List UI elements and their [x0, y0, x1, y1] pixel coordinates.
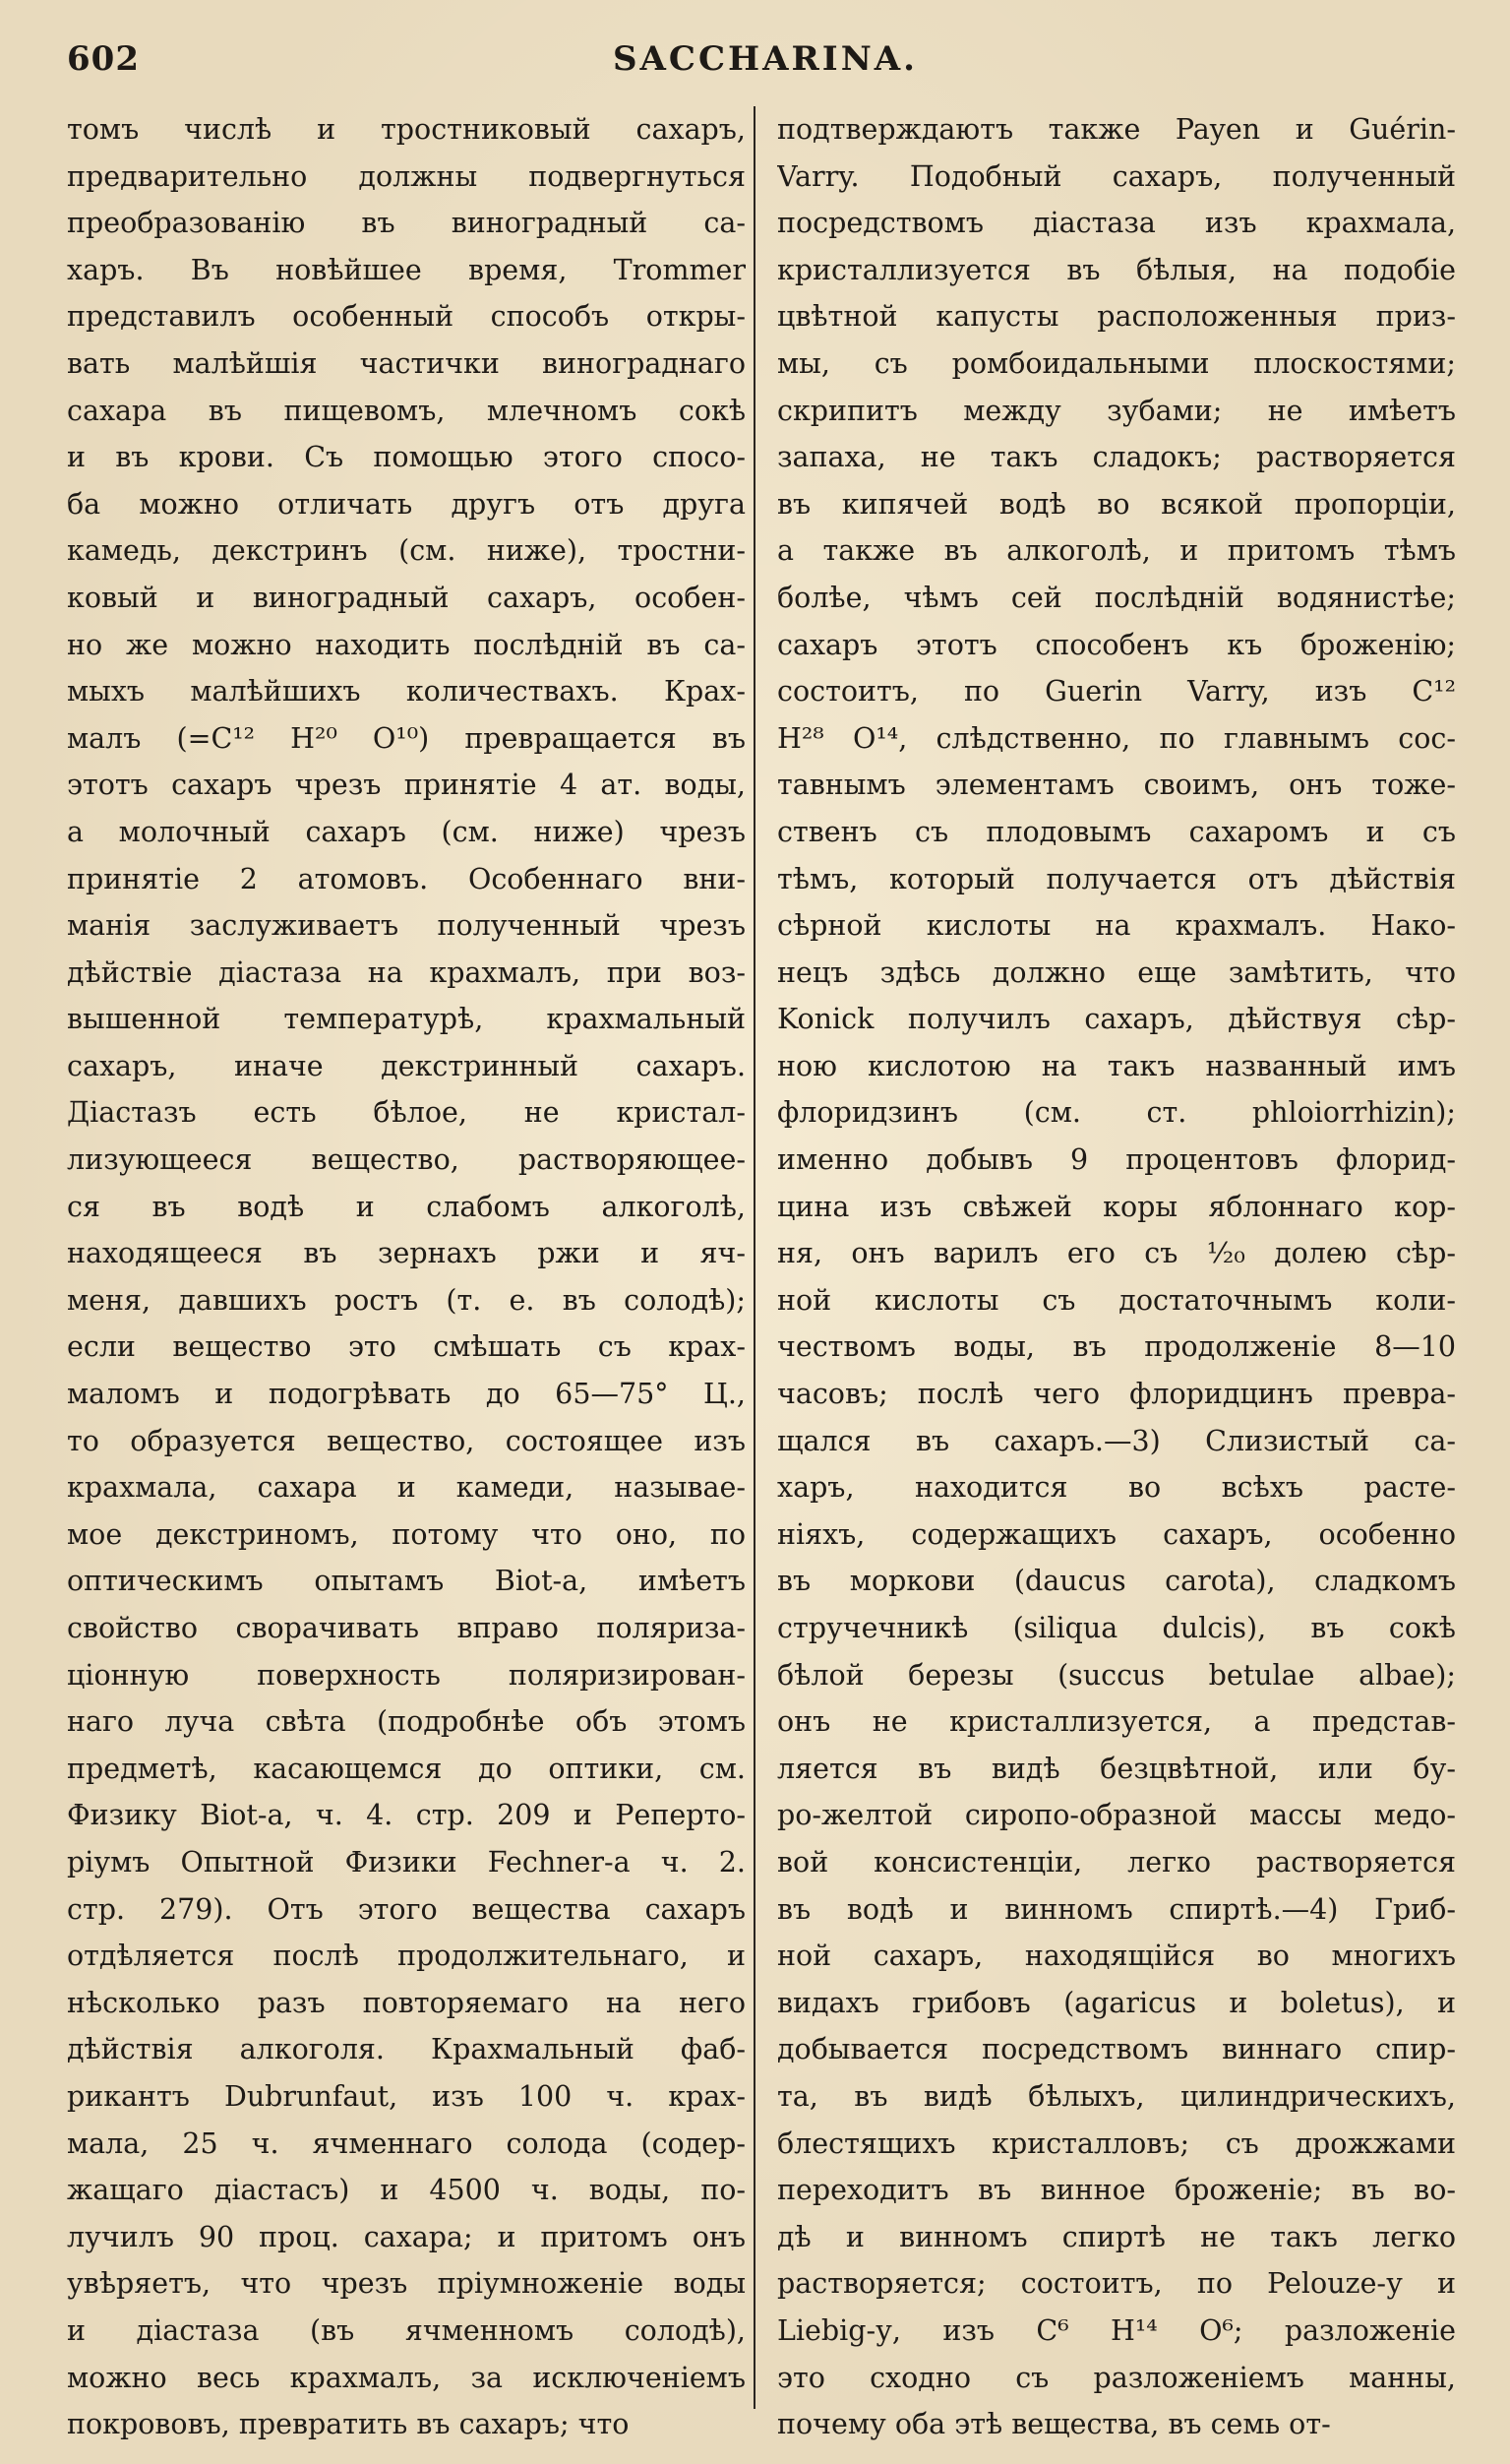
text-line: въ моркови (daucus carota), сладкомъ: [777, 1565, 1456, 1598]
text-line: бѣлой березы (succus betulae albae);: [777, 1658, 1456, 1692]
text-line: ственъ съ плодовымъ сахаромъ и съ: [777, 815, 1456, 848]
text-line: скрипитъ между зубами; не имѣетъ: [777, 394, 1456, 427]
text-line: меня, давшихъ ростъ (т. е. въ солодѣ);: [67, 1283, 746, 1317]
text-line: ня, онъ варилъ его съ ¹⁄₂₀ долею сѣр-: [777, 1237, 1456, 1270]
text-line: увѣряетъ, что чрезъ пріумноженіе воды: [67, 2267, 746, 2301]
text-line: харъ. Въ новѣйшее время, Trommer: [67, 253, 746, 286]
text-line: ной кислоты съ достаточнымъ коли-: [777, 1283, 1456, 1317]
text-line: болѣе, чѣмъ сей послѣдній водянистѣе;: [777, 581, 1456, 614]
text-line: а также въ алкоголѣ, и притомъ тѣмъ: [777, 534, 1456, 568]
text-line: чествомъ воды, въ продолженіе 8—10: [777, 1330, 1456, 1364]
text-line: ба можно отличать другъ отъ друга: [67, 487, 746, 521]
text-line: если вещество это смѣшать съ крах-: [67, 1330, 746, 1364]
text-line: блестящихъ кристалловъ; съ дрожжами: [777, 2126, 1456, 2160]
text-line: растворяется; состоитъ, по Pelouze-у и: [777, 2267, 1456, 2301]
text-line: маломъ и подогрѣвать до 65—75° Ц.,: [67, 1378, 746, 1411]
text-line: сахаръ этотъ способенъ къ броженію;: [777, 628, 1456, 661]
text-line: Varry. Подобный сахаръ, полученный: [777, 159, 1456, 193]
text-line: въ кипячей водѣ во всякой пропорціи,: [777, 487, 1456, 521]
text-line: отдѣляется послѣ продолжительнаго, и: [67, 1940, 746, 1973]
text-line: ро-желтой сиропо-образной массы медо-: [777, 1799, 1456, 1832]
text-line: онъ не кристаллизуется, а представ-: [777, 1705, 1456, 1739]
text-line: посредствомъ діастаза изъ крахмала,: [777, 207, 1456, 240]
text-line: ковый и виноградный сахаръ, особен-: [67, 581, 746, 614]
text-line: находящееся въ зернахъ ржи и яч-: [67, 1237, 746, 1270]
text-line: сѣрной кислоты на крахмалъ. Нако-: [777, 909, 1456, 943]
page-header: [67, 39, 1464, 89]
text-line: Konick получилъ сахаръ, дѣйствуя сѣр-: [777, 1003, 1456, 1036]
text-line: лучилъ 90 проц. сахара; и притомъ онъ: [67, 2220, 746, 2253]
text-line: можно весь крахмалъ, за исключеніемъ: [67, 2361, 746, 2394]
text-line: ніяхъ, содержащихъ сахаръ, особенно: [777, 1517, 1456, 1551]
text-line: въ водѣ и винномъ спиртѣ.—4) Гриб-: [777, 1892, 1456, 1926]
text-line: видахъ грибовъ (agaricus и boletus), и: [777, 1986, 1456, 2019]
text-line: сахаръ, иначе декстринный сахаръ.: [67, 1049, 746, 1082]
right-text-column: [777, 106, 1456, 2448]
text-line: лизующееся вещество, растворяющее-: [67, 1143, 746, 1177]
text-line: цина изъ свѣжей коры яблоннаго кор-: [777, 1190, 1456, 1223]
text-line: ной сахаръ, находящійся во многихъ: [777, 1940, 1456, 1973]
text-line: H²⁸ O¹⁴, слѣдственно, по главнымъ сос-: [777, 721, 1456, 755]
text-line: представилъ особенный способъ откры-: [67, 300, 746, 334]
text-line: запаха, не такъ сладокъ; растворяется: [777, 441, 1456, 474]
text-line: и діастаза (въ ячменномъ солодѣ),: [67, 2313, 746, 2347]
text-line: Liebig-у, изъ C⁶ H¹⁴ O⁶; разложеніе: [777, 2313, 1456, 2347]
text-line: этотъ сахаръ чрезъ принятіе 4 ат. воды,: [67, 769, 746, 802]
text-line: Діастазъ есть бѣлое, не кристал-: [67, 1096, 746, 1130]
text-line: и въ крови. Съ помощью этого спосо-: [67, 441, 746, 474]
text-line: томъ числѣ и тростниковый сахаръ,: [67, 113, 746, 146]
text-line: вать малѣйшія частички винограднаго: [67, 346, 746, 380]
text-line: крахмала, сахара и камеди, называе-: [67, 1471, 746, 1505]
text-line: камедь, декстринъ (см. ниже), тростни-: [67, 534, 746, 568]
text-line: дѣ и винномъ спиртѣ не такъ легко: [777, 2220, 1456, 2253]
text-line: стр. 279). Отъ этого вещества сахаръ: [67, 1892, 746, 1926]
text-line: мыхъ малѣйшихъ количествахъ. Крах-: [67, 675, 746, 708]
text-line: подтверждаютъ также Payen и Guérin-: [777, 113, 1456, 146]
text-line: ріумъ Опытной Физики Fechner-а ч. 2.: [67, 1845, 746, 1879]
text-line: тавнымъ элементамъ своимъ, онъ тоже-: [777, 769, 1456, 802]
text-line: стручечникѣ (siliqua dulcis), въ сокѣ: [777, 1612, 1456, 1644]
text-line: вой консистенціи, легко растворяется: [777, 1845, 1456, 1879]
text-line: щался въ сахаръ.—3) Слизистый са-: [777, 1424, 1456, 1457]
text-line: харъ, находится во всѣхъ расте-: [777, 1471, 1456, 1505]
text-line: добывается посредствомъ виннаго спир-: [777, 2033, 1456, 2066]
text-line: нецъ здѣсь должно еще замѣтить, что: [777, 955, 1456, 989]
text-line: ною кислотою на такъ названный имъ: [777, 1049, 1456, 1082]
text-line: вышенной температурѣ, крахмальный: [67, 1003, 746, 1036]
text-line: малъ (=C¹² H²⁰ O¹⁰) превращается въ: [67, 721, 746, 755]
text-line: Физику Biot-а, ч. 4. стр. 209 и Реперто-: [67, 1799, 746, 1832]
text-line: цвѣтной капусты расположенныя приз-: [777, 300, 1456, 334]
text-line: почему оба этѣ вещества, въ семь от-: [777, 2408, 1331, 2441]
text-line: сахара въ пищевомъ, млечномъ сокѣ: [67, 394, 746, 427]
left-text-column: [67, 106, 746, 2448]
text-line: это сходно съ разложеніемъ манны,: [777, 2361, 1456, 2394]
text-line: дѣйствіе діастаза на крахмалъ, при воз-: [67, 955, 746, 989]
text-line: покрововъ, превратить въ сахаръ; что: [67, 2408, 630, 2441]
text-line: преобразованію въ виноградный са-: [67, 207, 746, 240]
text-line: переходитъ въ винное броженіе; въ во-: [777, 2174, 1456, 2207]
text-line: свойство сворачивать вправо поляриза-: [67, 1612, 746, 1644]
text-line: кристаллизуется въ бѣлыя, на подобіе: [777, 253, 1456, 286]
text-line: дѣйствія алкоголя. Крахмальный фаб-: [67, 2033, 746, 2066]
text-line: мала, 25 ч. ячменнаго солода (содер-: [67, 2126, 746, 2160]
text-line: оптическимъ опытамъ Biot-а, имѣетъ: [67, 1565, 746, 1598]
column-divider: [754, 106, 755, 2409]
text-line: мое декстриномъ, потому что оно, по: [67, 1517, 746, 1551]
text-line: ляется въ видѣ безцвѣтной, или бу-: [777, 1752, 1456, 1785]
running-head: SACCHARINA.: [612, 39, 918, 79]
text-line: то образуется вещество, состоящее изъ: [67, 1424, 746, 1457]
text-line: ціонную поверхность поляризирован-: [67, 1658, 746, 1692]
text-line: манія заслуживаетъ полученный чрезъ: [67, 909, 746, 943]
text-line: тѣмъ, который получается отъ дѣйствія: [777, 862, 1456, 895]
text-line: ся въ водѣ и слабомъ алкоголѣ,: [67, 1190, 746, 1223]
text-line: та, въ видѣ бѣлыхъ, цилиндрическихъ,: [777, 2079, 1456, 2113]
text-line: рикантъ Dubrunfaut, изъ 100 ч. крах-: [67, 2079, 746, 2113]
text-line: но же можно находить послѣдній въ са-: [67, 628, 746, 661]
text-line: предварительно должны подвергнуться: [67, 159, 746, 193]
page-number: 602: [67, 39, 140, 79]
text-line: наго луча свѣта (подробнѣе объ этомъ: [67, 1705, 746, 1739]
text-line: нѣсколько разъ повторяемаго на него: [67, 1986, 746, 2019]
text-line: предметѣ, касающемся до оптики, см.: [67, 1752, 746, 1785]
text-line: флоридзинъ (см. ст. phloiorrhizin);: [777, 1096, 1456, 1130]
text-line: состоитъ, по Guerin Varry, изъ C¹²: [777, 675, 1456, 708]
text-line: а молочный сахаръ (см. ниже) чрезъ: [67, 815, 746, 848]
text-line: мы, съ ромбоидальными плоскостями;: [777, 346, 1456, 380]
text-line: жащаго діастасъ) и 4500 ч. воды, по-: [67, 2174, 746, 2207]
text-line: именно добывъ 9 процентовъ флорид-: [777, 1143, 1456, 1177]
text-line: часовъ; послѣ чего флоридцинъ превра-: [777, 1378, 1456, 1411]
text-line: принятіе 2 атомовъ. Особеннаго вни-: [67, 862, 746, 895]
